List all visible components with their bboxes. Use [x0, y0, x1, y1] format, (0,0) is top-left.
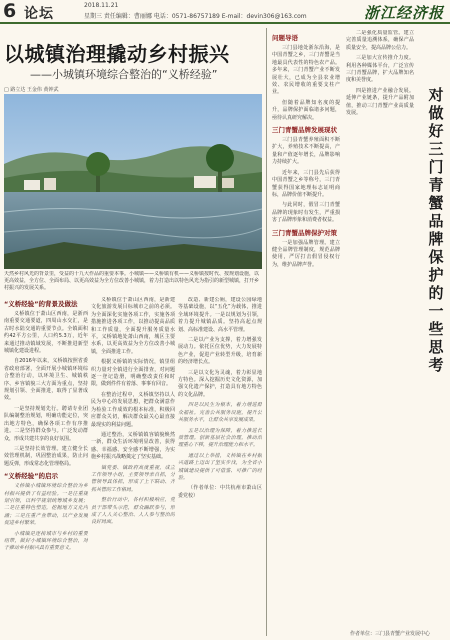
article-column-2: [91, 297, 175, 635]
section-heading: “义桥经验”的背景及做法: [4, 300, 78, 308]
paragraph: 根据义桥镇的实际情况，镇里组织力量对全镇进行全面排查，对问题逐一登记造册，明确整改责任和时限，做到件件有着落、事事有回音。: [91, 359, 175, 388]
side-article-column-2: [346, 30, 414, 634]
side-article-title: 对做好三门青蟹品牌保护的一些思考: [428, 86, 444, 374]
page-number: 6: [3, 0, 17, 22]
paragraph: 义桥镇位于萧山区西南，是新建文化旅游发展目标城市之前的必须。为全面深化实施各项工作，实施各项措施推进各项工作，以推动提高品质和工作质量，全面提升服务质量水平。义桥镇地处萧山西南，城区主要水系，以更高效益为全方位改善小城镇，全面推进工作。: [91, 297, 175, 355]
paragraph: 二是强化质量监管。建立完善质量追溯体系，确保产品质量安全，提高品牌公信力。: [346, 30, 414, 51]
paragraph: 通过以上举措，义桥镇在乡村振兴道路上迈出了坚实步伐，为全省小城镇建设提供了可借鉴、可推广的经验。: [178, 452, 262, 481]
paragraph: 小城镇是连接城市与乡村的重要纽带，做好小城镇环境综合整治，对于推动乡村振兴具有重要意义。: [4, 530, 88, 552]
paragraph: 镇党委、镇政府高度重视，成立工作领导小组，主要领导亲自抓，分管领导具体抓，形成了上下联动、齐抓共管的工作格局。: [91, 464, 175, 493]
column-divider: [266, 28, 267, 636]
section-heading: 问题导语: [272, 34, 298, 42]
side-article-column-1: [272, 30, 340, 634]
paragraph: 四是以民生为根本，着力增进群众福祉。完善公共服务设施，提升公共服务水平，让群众共享发展成果。: [178, 402, 262, 424]
section-heading: “义桥经验”的启示: [4, 472, 59, 481]
paragraph: 二是以产业为支撑，着力增强发展动力。依托区位优势，大力发展特色产业，促进产业转型升级，培育新的经济增长点。: [178, 337, 262, 366]
article-column-1: [4, 297, 88, 635]
paragraph: 自2016年以来，义桥镇按照省委省政府部署，全面开展小城镇环境综合整治行动，以环境卫生、城镇秩序、乡容镇貌三大方面为重点，坚持规划引领、全面推进，取得了显著成效。: [4, 358, 88, 402]
issue-date: 2018.11.21: [84, 2, 119, 9]
author-affiliation: （作者单位：中共杭州市萧山区委党校）: [178, 485, 262, 499]
article-column-3: [178, 297, 262, 635]
paragraph: 义桥镇位于萧山区西南，是浙西南重要交通要道，四周山水交汇，是古时水陆交通的重要节点。全镇面积约42平方公里，人口约5.3万，近年来通过推动镇域发展，不断推进新型城镇化建设进程。: [4, 311, 88, 355]
side-article-footer: 作者单位：三门县青蟹产业发展中心: [350, 631, 431, 637]
section-heading: 三门青蟹品牌发展现状: [272, 126, 337, 135]
paragraph: 三是以文化为灵魂，着力彰显地方特色。深入挖掘历史文化资源，加强文化遗产保护，打造具有地方特色的文化品牌。: [178, 369, 262, 398]
editor-info: 星期三 责任编辑：曹丽娜 电话：0571-86757189 E-mail：devin306@163.com: [84, 13, 307, 20]
paragraph: 三门县青蟹养殖面积不断扩大，养殖技术不断提高，产量和产值逐年增长，品牌影响力持续扩大。: [272, 137, 340, 166]
paragraph: 与此同时，假冒三门青蟹品牌的现象时有发生，严重损害了品牌形象和消费者权益。: [272, 202, 340, 224]
paragraph: 在整治过程中，义桥镇坚持以人民为中心的发展思想，把群众满意作为检验工作成效的根本标准，积极回应群众关切，解决群众最关心最直接最现实的利益问题。: [91, 391, 175, 428]
paragraph: 通过整治，义桥镇镇容镇貌焕然一新，群众生活环境明显改善，获得感、幸福感、安全感不断增强，为实施乡村振兴战略奠定了坚实基础。: [91, 431, 175, 461]
paragraph: 近年来，三门县先后获得中国青蟹之乡等称号，三门青蟹获得国家地理标志证明商标，品牌价值不断提升。: [272, 169, 340, 198]
article-subhead: ——小城镇环境综合整治的“义桥经验”: [30, 68, 218, 81]
newspaper-masthead: 浙江经济报: [363, 4, 444, 22]
paragraph: 五是以治理为保障，着力推进长效管理。创新基层社会治理，推动治理重心下移，提升治理能力和水平。: [178, 427, 262, 449]
page-header: [0, 0, 450, 24]
paragraph: 一是加强品牌管理。建立健全品牌管理制度，规范品牌使用，严厉打击假冒侵权行为，维护品牌声誉。: [272, 239, 340, 268]
paragraph: 改造、新建公厕，建设公园绿地等基础设施，以“五化”为载体，推进全域环境提升。一是以规划为引领，着力提升城镇品质。坚持高起点规划、高标准建设、高水平管理。: [178, 297, 262, 333]
landscape-photo: [4, 94, 262, 269]
section-heading: 三门青蟹品牌保护对策: [272, 228, 337, 237]
paragraph: 一是坚持规划先行。聘请专业团队编制整治规划，明确功能定位，突出地方特色，确保各项工作有序推进。二是坚持群众参与。广泛发动群众，形成共建共享的良好氛围。: [4, 405, 88, 442]
paragraph: 三门县地处浙东沿海，是中国青蟹之乡，三门青蟹是当地最具代表性的特色农产品。多年来，三门青蟹产业不断发展壮大，已成为全县农业增效、农民增收的重要支柱产业。: [272, 45, 340, 96]
article-photo: [4, 94, 262, 269]
paragraph: 四是推进产业融合发展。延伸产业链条，提升产品附加值，推动三门青蟹产业高质量发展。: [346, 87, 414, 117]
article-byline: □ 路立达 王金伟 黄钟武: [4, 87, 59, 93]
paragraph: 三是加大宣传推介力度。利用各种媒体平台，广泛宣传三门青蟹品牌，扩大品牌知名度和美誉度。: [346, 55, 414, 84]
article-headline: 以城镇治理撬动乡村振兴: [4, 42, 230, 66]
paragraph: 义桥镇小城镇环境综合整治为乡村振兴提供了有益经验。一是注重规划引领，以科学规划统筹城乡发展；二是注重特色塑造，挖掘地方文化内涵；三是注重产业带动，以产业发展促进乡村繁荣。: [4, 483, 88, 527]
section-name: 论坛: [24, 6, 54, 22]
paragraph: 但随着品牌知名度的提升，品牌保护面临诸多问题，亟待认真研究解决。: [272, 99, 340, 121]
photo-caption: 天然乡村风光的背景里，受益的十九大作品的重要本事。小城镇——义桥镇有机——义桥镇按时代、按规划设施，以更高效益，全方位、全面布局、以更高效益为全方位改善小城镇，着力打造出以特色风光为指引的新型城镇，打开乡村振兴的发展关系。: [4, 271, 260, 291]
paragraph: 整治行动中，各村积极响应，党员干部带头示范，群众踊跃参与，形成了人人关心整治、人人参与整治的良好局面。: [91, 497, 175, 526]
paragraph: 三是坚持长效管理。建立健全长效管理机制，巩固整治成果，防止问题反弹，形成常态化管理格局。: [4, 445, 88, 467]
